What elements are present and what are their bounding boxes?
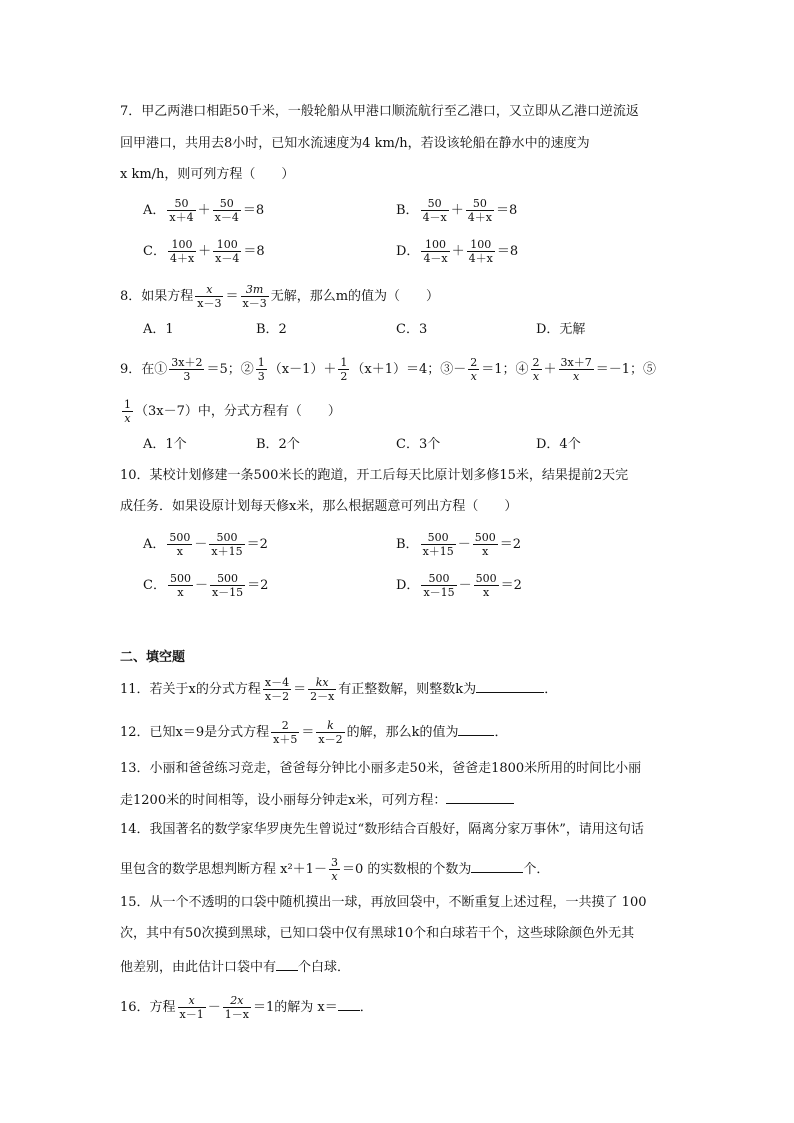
q13-answer-blank[interactable]: [446, 789, 514, 804]
q16-answer-blank[interactable]: [338, 996, 360, 1011]
q15-line-1: 15．从一个不透明的口袋中随机摸出一球，再放回袋中，不断重复上述过程，一共摸了 100: [120, 895, 647, 910]
q13-line-1: 13．小丽和爸爸练习竞走，爸爸每分钟比小丽多走50米，爸爸走1800米所用的时间比小丽: [120, 761, 642, 776]
q13-line-2: 走1200米的时间相等，设小丽每分钟走x米，可列方程：: [120, 789, 514, 811]
q10-option-a: A． $\frac{500}{x}$ － $\frac{500}{x+15}$ ＝2: [143, 531, 268, 558]
q7-option-b: B． $\frac{50}{4-x}$ ＋ $\frac{50}{4+x}$ ＝8: [396, 197, 518, 224]
q8-option-d: D．无解: [536, 322, 586, 337]
q11-answer-blank[interactable]: [476, 678, 544, 693]
q14-line-2: 里包含的数学思想判断方程 x²＋1－ $\frac{3}{x}$ ＝0 的实数根的个数为 个．: [120, 856, 550, 883]
q9-stem-line-1: 9．在① $\frac{3x+2}{3}$ ＝5；② $\frac{1}{3}$ （x－1）＋ $\frac{1}{2}$ （x＋1）＝4；③－ $\frac{2}{x}$ ＝1；④ $\frac{2}{x}$ ＋ $\frac{3x+7}{x}$ ＝－1；⑤: [120, 356, 657, 383]
q9-option-c: C．3个: [396, 437, 441, 452]
q11-stem: 11．若关于x的分式方程 $\frac{x-4}{x-2}$ ＝ $\frac{kx}{2-x}$ 有正整数解，则整数k为 ．: [120, 676, 558, 703]
q8-option-c: C．3: [396, 322, 428, 337]
q10-line-1: 10．某校计划修建一条500米长的跑道，开工后每天比原计划多修15米，结果提前2天完: [120, 468, 629, 483]
q7-line-2: 回甲港口，共用去8小时，已知水流速度为4 km/h，若设该轮船在静水中的速度为: [120, 136, 590, 151]
q7-option-d: D． $\frac{100}{4-x}$ ＋ $\frac{100}{4+x}$ ＝8: [396, 238, 519, 265]
section-heading-fill-blank: 二、填空题: [120, 650, 186, 665]
q12-stem: 12．已知x＝9是分式方程 $\frac{2}{x+5}$ ＝ $\frac{k}{x-2}$ 的解，那么k的值为 ．: [120, 719, 508, 746]
q9-option-d: D．4个: [536, 437, 581, 452]
q8-option-b: B．2: [256, 322, 287, 337]
q8-option-a: A．1: [143, 322, 174, 337]
q15-line-3: 他差别，由此估计口袋中有 个白球．: [120, 956, 350, 978]
q9-option-b: B．2个: [256, 437, 300, 452]
q14-answer-blank[interactable]: [471, 858, 523, 873]
q12-answer-blank[interactable]: [458, 721, 494, 736]
q16-stem: 16．方程 $\frac{x}{x-1}$ － $\frac{2x}{1-x}$ ＝1的解为 x＝ ．: [120, 994, 373, 1021]
q15-answer-blank[interactable]: [276, 956, 298, 971]
q14-line-1: 14．我国著名的数学家华罗庚先生曾说过“数形结合百般好，隔离分家万事休”，请用这句话: [120, 822, 644, 837]
q9-option-a: A．1个: [143, 437, 187, 452]
q10-option-d: D． $\frac{500}{x-15}$ － $\frac{500}{x}$ ＝2: [396, 572, 522, 599]
q7-line-1: 7．甲乙两港口相距50千米，一般轮船从甲港口顺流航行至乙港口，又立即从乙港口逆流返: [120, 104, 639, 119]
q8-stem: 8．如果方程 $\frac{x}{x-3}$ ＝ $\frac{3m}{x-3}$ 无解，那么m的值为（ ）: [120, 283, 440, 310]
q7-option-c: C． $\frac{100}{4+x}$ ＋ $\frac{100}{x-4}$ ＝8: [143, 238, 265, 265]
q7-line-3: x km/h，则可列方程（ ）: [120, 167, 295, 182]
q10-option-c: C． $\frac{500}{x}$ － $\frac{500}{x-15}$ ＝2: [143, 572, 269, 599]
q10-line-2: 成任务．如果设原计划每天修x米，那么根据题意可列出方程（ ）: [120, 499, 518, 514]
q15-line-2: 次，其中有50次摸到黑球，已知口袋中仅有黑球10个和白球若干个，这些球除颜色外无其: [120, 926, 635, 941]
q10-option-b: B． $\frac{500}{x+15}$ － $\frac{500}{x}$ ＝2: [396, 531, 522, 558]
q9-stem-line-2: $\frac{1}{x}$ （3x－7）中，分式方程有（ ）: [124, 398, 341, 425]
q7-option-a: A． $\frac{50}{x+4}$ ＋ $\frac{50}{x-4}$ ＝8: [143, 197, 265, 224]
